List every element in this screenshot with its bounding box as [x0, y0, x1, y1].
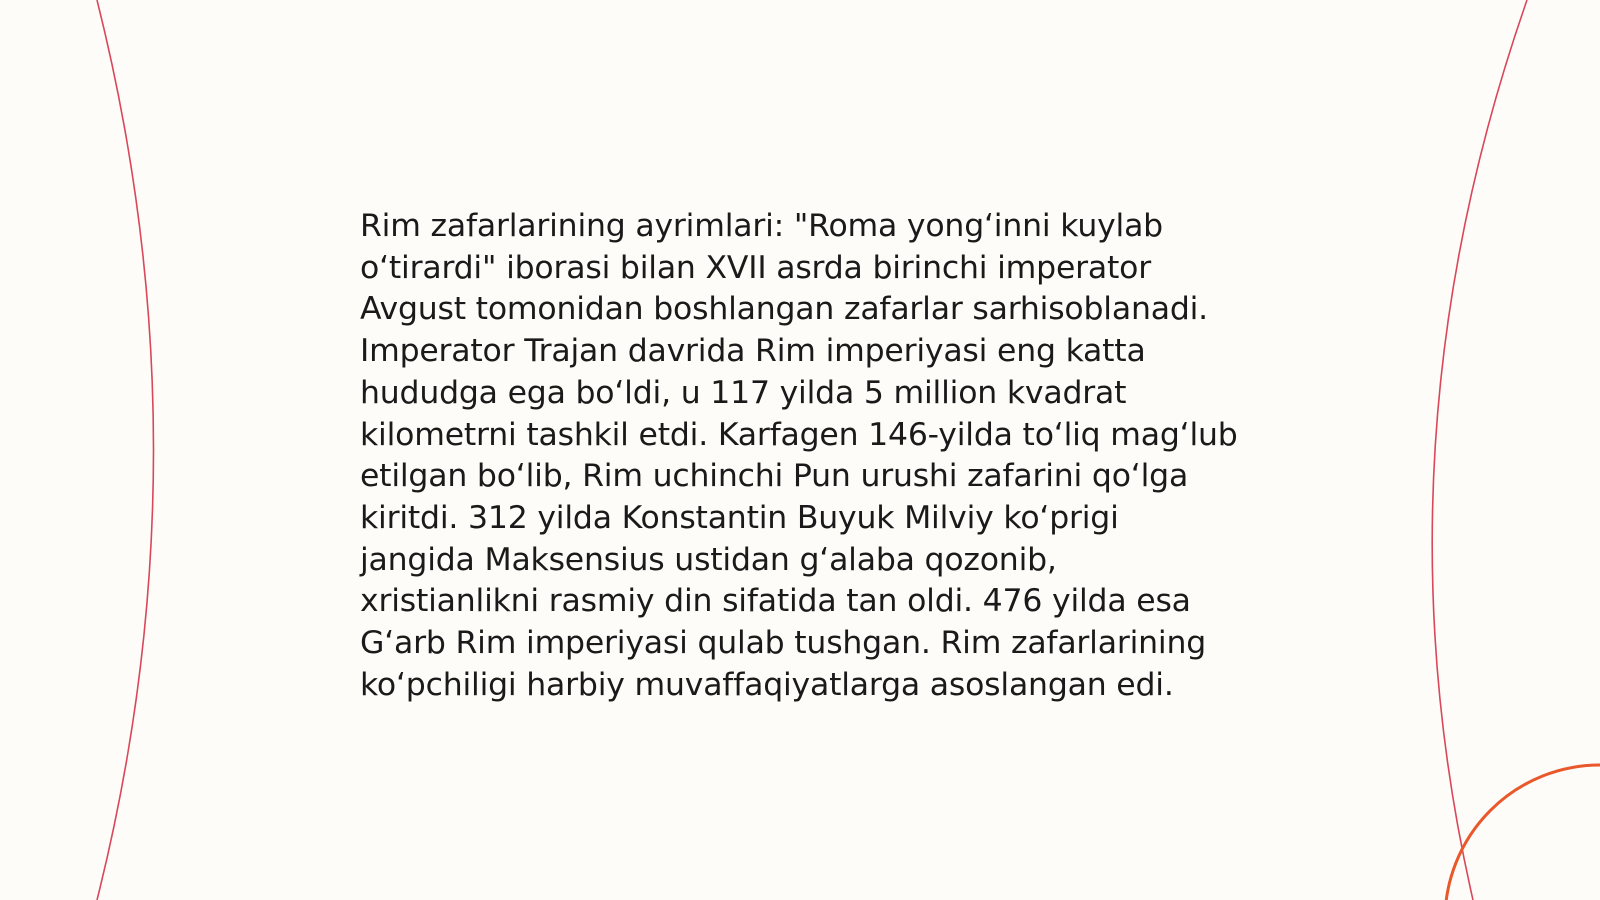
left-curve-line — [97, 0, 154, 900]
slide-body-text: Rim zafarlarining ayrimlari: "Roma yong‘inni kuylab o‘tirardi" iborasi bilan XVII asrda birinchi imperator Avgust tomonidan boshlangan zafarlar sarhisoblanadi. Imperator Trajan davrida Rim imperiyasi eng katta hududga ega bo‘ldi, u 117 yilda 5 million kvadrat kilometrni tashkil etdi. Karfagen 146-yilda to‘liq mag‘lub etilgan bo‘lib, Rim uchinchi Pun urushi zafarini qo‘lga kiritdi. 312 yilda Konstantin Buyuk Milviy ko‘prigi jangida Maksensius ustidan g‘alaba qozonib, xristianlikni rasmiy din sifatida tan oldi. 476 yilda esa G‘arb Rim imperiyasi qulab tushgan. Rim zafarlarining ko‘pchiligi harbiy muvaffaqiyatlarga asoslangan edi. — [360, 208, 1238, 703]
right-curve-line — [1432, 0, 1527, 900]
